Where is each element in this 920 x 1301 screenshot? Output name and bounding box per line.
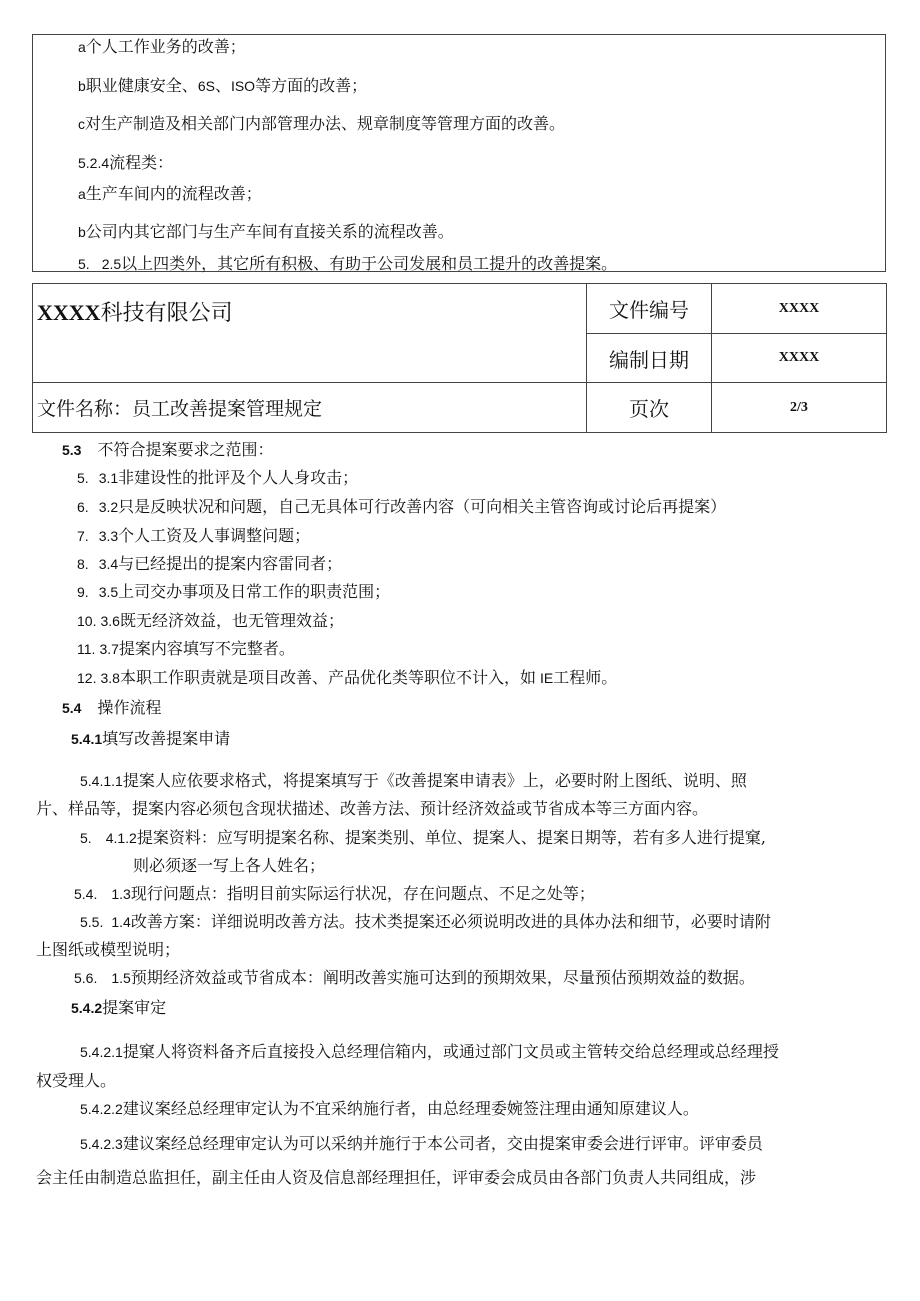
company-name: XXXX科技有限公司: [33, 284, 587, 383]
paragraph-5-4-1-2: 5. 4.1.2提案资料：应写明提案名称、提案类别、单位、提案人、提案日期等，若有多人进行提窠,: [80, 828, 766, 847]
paragraph-5-4-1-2-cont: 则必须逐一写上各人姓名；: [133, 856, 326, 875]
list-item: 7. 3.3个人工资及人事调整问题；: [77, 526, 311, 545]
improve-item-b: b职业健康安全、6S、ISO等方面的改善；: [78, 76, 368, 95]
improve-item-a: a个人工作业务的改善；: [78, 37, 246, 56]
paragraph-5-4-1-4-cont: 上图纸或模型说明；: [36, 940, 181, 959]
list-item: 9. 3.5上司交办事项及日常工作的职责范围；: [77, 582, 391, 601]
compile-date-value: XXXX: [712, 334, 887, 383]
paragraph-5-4-2-1-cont: 权受理人。: [36, 1071, 117, 1090]
paragraph-5-4-2-2: 5.4.2.2建议案经总经理审定认为不宜采纳施行者，由总经理委婉签注理由通知原建议人。: [80, 1099, 699, 1118]
list-item: 10. 3.6既无经济效益，也无管理效益；: [77, 611, 344, 630]
file-name: 文件名称：员工改善提案管理规定: [33, 383, 587, 433]
list-item: 8. 3.4与已经提出的提案内容雷同者；: [77, 554, 343, 573]
doc-number-value: XXXX: [712, 284, 887, 334]
flow-item-a: a生产车间内的流程改善；: [78, 184, 262, 203]
paragraph-5-4-1-4: 5.5. 1.4改善方案：详细说明改善方法。技术类提案还必须说明改进的具体办法和细节，必要时请附: [80, 912, 771, 931]
page-label: 页次: [587, 383, 712, 433]
paragraph-5-4-1-1: 5.4.1.1提案人应依要求格式，将提案填写于《改善提案申请表》上，必要时附上图纸、说明、照: [80, 771, 747, 790]
page-number: 2/3: [712, 383, 887, 433]
section-5-3-heading: 5.3 不符合提案要求之范围：: [62, 440, 274, 459]
list-item: 5. 3.1非建设性的批评及个人人身攻击；: [77, 468, 359, 487]
section-5-4-2-heading: 5.4.2提案审定: [71, 998, 167, 1017]
list-item: 6. 3.2只是反映状况和问题，自己无具体可行改善内容（可向相关主管咨询或讨论后再提案）: [77, 497, 727, 516]
flow-item-b: b公司内其它部门与生产车间有直接关系的流程改善。: [78, 222, 454, 241]
compile-date-label: 编制日期: [587, 334, 712, 383]
document-header-table: [32, 283, 887, 433]
improve-item-c: c对生产制造及相关部门内部管理办法、规章制度等管理方面的改善。: [78, 114, 566, 133]
paragraph-5-4-2-1: 5.4.2.1提窠人将资料备齐后直接投入总经理信箱内，或通过部门文员或主管转交给总经理或总经理授: [80, 1042, 779, 1061]
section-5-2-4-heading: 5.2.4流程类：: [78, 153, 174, 172]
paragraph-5-4-2-3: 5.4.2.3建议案经总经理审定认为可以采纳并施行于本公司者，交由提案审委会进行评审。评审委员: [80, 1134, 763, 1153]
section-5-2-5: 5. 2.5以上四类外，其它所有积极、有助于公司发展和员工提升的改善提案。: [78, 254, 618, 273]
doc-number-label: 文件编号: [587, 284, 712, 334]
list-item: 11. 3.7提案内容填写不完整者。: [77, 639, 295, 658]
section-5-4-heading: 5.4 操作流程: [62, 698, 162, 717]
paragraph-5-4-2-3-cont: 会主任由制造总监担任，副主任由人资及信息部经理担任，评审委会成员由各部门负责人共同组成，涉: [36, 1168, 757, 1187]
paragraph-5-4-1-3: 5.4. 1.3现行问题点：指明目前实际运行状况，存在问题点、不足之处等；: [74, 884, 595, 903]
list-item: 12. 3.8本职工作职责就是项目改善、产品优化类等职位不计入，如 IE工程师。: [77, 668, 618, 687]
paragraph-5-4-1-1-cont: 片、样品等，提案内容必须包含现状描述、改善方法、预计经济效益或节省成本等三方面内容。: [36, 799, 709, 818]
paragraph-5-4-1-5: 5.6. 1.5预期经济效益或节省成本：阐明改善实施可达到的预期效果，尽量预估预期效益的数据。: [74, 968, 755, 987]
section-5-4-1-heading: 5.4.1填写改善提案申请: [71, 729, 231, 748]
